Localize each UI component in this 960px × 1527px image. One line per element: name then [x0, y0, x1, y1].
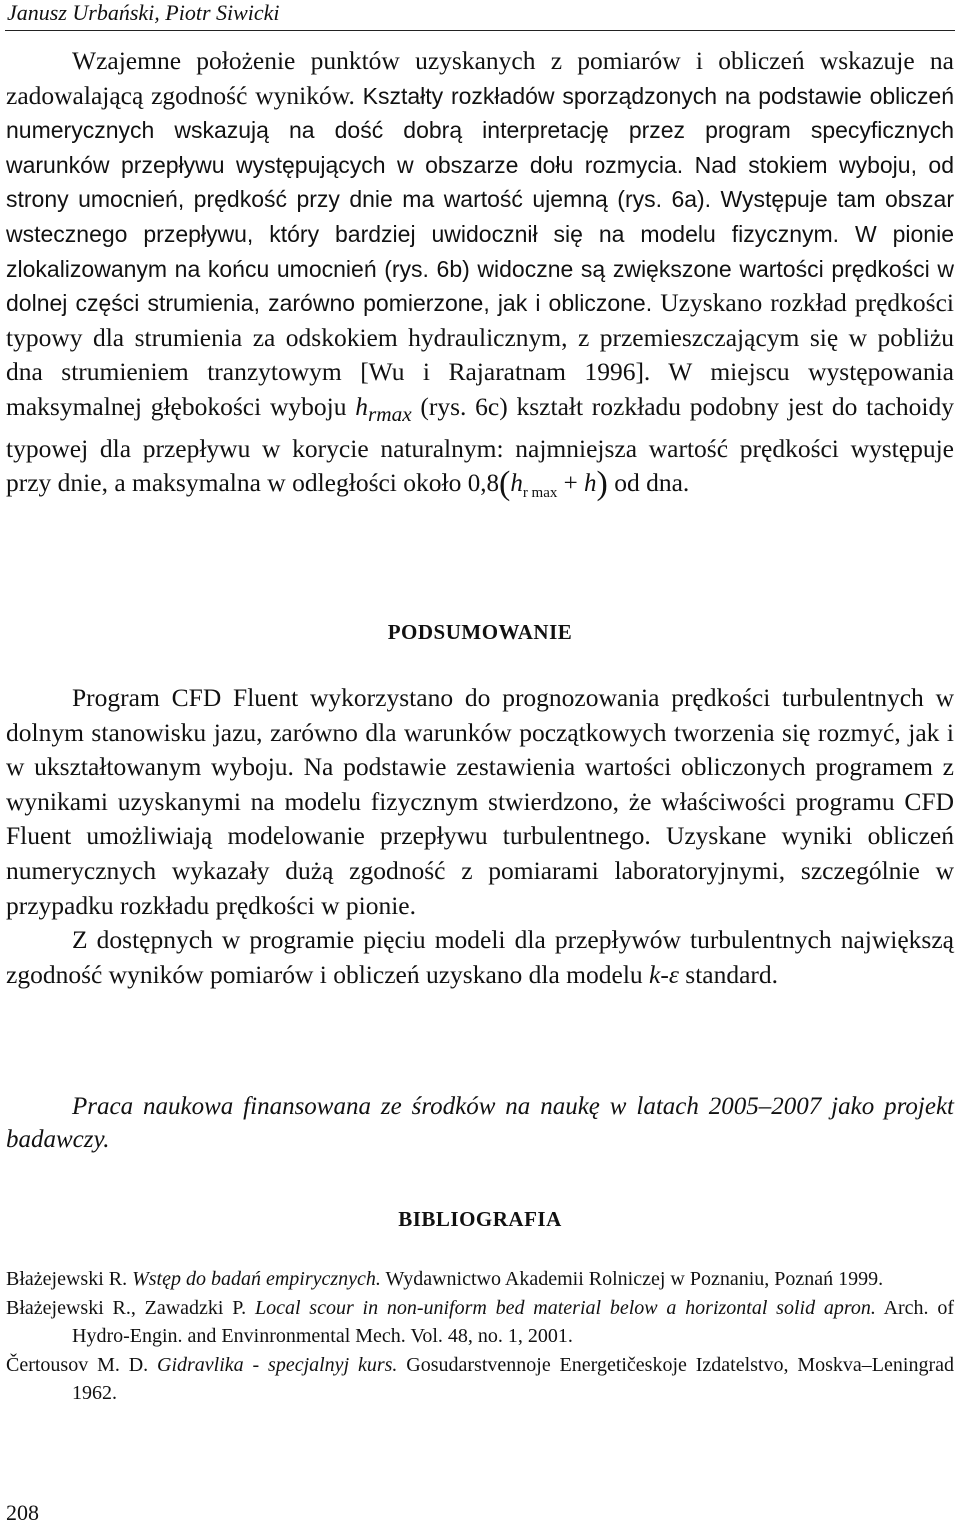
entry-authors: Błażejewski R., Zawadzki P. [6, 1296, 255, 1319]
summary-heading: PODSUMOWANIE [387, 620, 573, 644]
hrmax-subscript: rmax [367, 402, 412, 427]
formula-coefficient: 0,8 [467, 470, 499, 498]
paragraph-1-text-c: Uzyskano rozkład prędkości typowy dla strumienia za odskokiem hydraulicznym, z przemieszczającym się w pobliżu dna strumieniem tranzytowym [Wu i Rajaratnam 1996]. W miejscu występowania maksymalnej głębokości wyboju [6, 288, 954, 421]
paragraph-1-text-a: Wzajemne położenie punktów uzyskanych z pomiarów i obliczeń wskazuje na zadowalającą zgodność wyników. [6, 46, 954, 110]
entry-authors: Čertousov M. D. [6, 1353, 158, 1376]
paragraph-1-text-e: od dna. [607, 468, 690, 498]
formula-subscript: r max [522, 485, 558, 502]
hrmax-symbol: h [355, 391, 368, 421]
summary-paragraph-2-text-a: Z dostępnych w programie pięciu modeli dla przepływów turbulentnych największą zgodność wyników pomiarów i obliczeń uzyskano dla modelu [6, 925, 954, 989]
results-paragraph [6, 44, 954, 511]
paragraph-1-text-b: Kształty rozkładów sporządzonych na podstawie obliczeń numerycznych wskazują na dość dobrą interpretację przez program specyficznych warunków przepływu występujących w obszarze dołu rozmycia. Nad stokiem wyboju, od strony umocnień, prędkość przy dnie ma wartość ujemną (rys. 6a). Występuje tam obszar wstecznego przepływu, który bardziej uwidocznił się na modelu fizycznym. W pionie zlokalizowanym na końcu umocnień (rys. 6b) widoczne są zwiększone wartości prędkości w dolnej części strumienia, zarówno pomierzone, jak i obliczone. [6, 82, 954, 317]
running-header [5, 0, 955, 31]
entry-publication: Gosudarstvennoje Energetičeskoje Izdatelstvo, Moskva–Leningrad 1962. [72, 1353, 954, 1404]
entry-publication: Wydawnictwo Akademii Rolniczej w Poznaniu, Poznań 1999. [380, 1268, 884, 1290]
bibliography-entry [6, 1265, 954, 1294]
summary-paragraph-2-text-b: standard. [678, 959, 779, 989]
summary-section [6, 681, 954, 992]
entry-authors: Błażejewski R. [6, 1268, 133, 1290]
entry-title: Gidravlika - specjalnyj kurs. [157, 1353, 398, 1376]
page-number: 208 [6, 1500, 39, 1525]
bibliography-heading: BIBLIOGRAFIA [398, 1207, 562, 1231]
entry-title: Local scour in non-uniform bed material below a horizontal solid apron. [254, 1296, 876, 1319]
bibliography-entry [6, 1351, 954, 1408]
bibliography-entry [6, 1294, 954, 1351]
paragraph-1-text-d: (rys. 6c) kształt rozkładu podobny jest do tachoidy typowej dla przepływu w korycie naturalnym: najmniejsza wartość prędkości występuje przy dnie, a maksymalna w odległości około [6, 391, 954, 498]
summary-paragraph-2 [6, 923, 954, 992]
bibliography-list [6, 1265, 954, 1408]
paragraph-1 [6, 44, 954, 511]
formula-open-paren: ( [498, 465, 511, 503]
summary-paragraph-1: Program CFD Fluent wykorzystano do prognozowania prędkości turbulentnych w dolnym stanowisku jazu, zarówno dla warunków początkowych tworzenia się rozmyć, jak i w ukształtowanym wyboju. Na podstawie zestawienia wartości obliczonych programem z wynikami uzyskanymi na modelu fizycznym stwierdzono, że właściwości programu CFD Fluent umożliwiają modelowanie przepływu turbulentnego. Uzyskane wyniki obliczeń numerycznych wykazały dużą zgodność z pomiarami laboratoryjnymi, szczególnie w przypadku rozkładu prędkości w pionie. [6, 683, 954, 920]
formula-h: h [510, 470, 523, 498]
funding-acknowledgement: Praca naukowa finansowana ze środków na naukę w latach 2005–2007 jako projekt badawczy. [6, 1093, 954, 1153]
formula-close-paren: ) [596, 465, 608, 503]
entry-publication: Arch. of Hydro-Engin. and Envinronmental Mech. Vol. 48, no. 1, 2001. [72, 1296, 954, 1347]
formula-plus: + [557, 470, 584, 498]
entry-title: Wstęp do badań empirycznych. [132, 1268, 381, 1290]
header-authors: Janusz Urbański, Piotr Siwicki [7, 0, 280, 25]
formula-h2: h [584, 470, 597, 498]
depth-formula [467, 465, 608, 503]
model-name: k-ε [649, 959, 679, 989]
